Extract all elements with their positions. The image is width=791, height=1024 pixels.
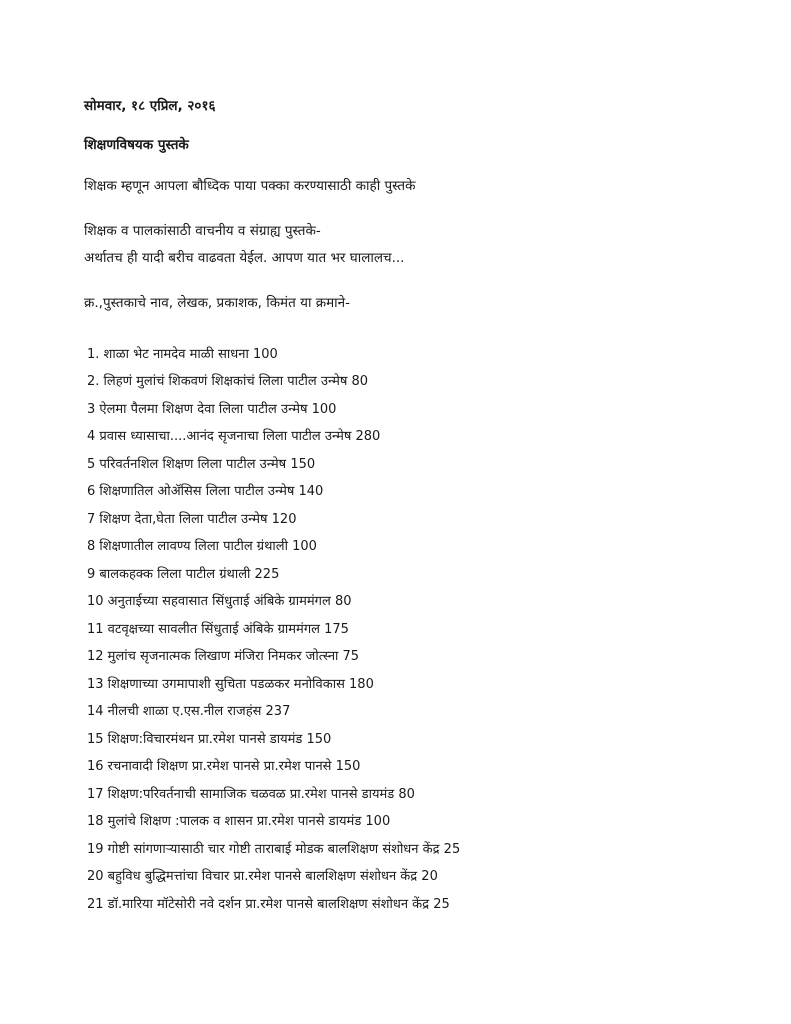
list-item: 2. लिहणं मुलांचं शिकवणं शिक्षकांचं लिला पाटील उन्मेष 80 <box>87 374 369 389</box>
list-item: 18 मुलांचे शिक्षण :पालक व शासन प्रा.रमेश पानसे डायमंड 100 <box>87 814 391 829</box>
list-item: 11 वटवृक्षच्या सावलीत सिंधुताई अंबिके ग्राममंगल 175 <box>87 622 349 637</box>
list-item: 7 शिक्षण देता,घेता लिला पाटील उन्मेष 120 <box>87 512 297 527</box>
list-item: 5 परिवर्तनशिल शिक्षण लिला पाटील उन्मेष 150 <box>87 457 316 472</box>
format-text: क्र.,पुस्तकाचे नाव, लेखक, प्रकाशक, किमंत या क्रमाने- <box>84 295 351 311</box>
list-item: 20 बहुविध बुद्धिमत्तांचा विचार प्रा.रमेश पानसे बालशिक्षण संशोधन केंद्र 20 <box>87 869 438 884</box>
list-item: 3 ऐलमा पैलमा शिक्षण देवा लिला पाटील उन्मेष 100 <box>87 402 337 417</box>
list-item: 15 शिक्षण:विचारमंथन प्रा.रमेश पानसे डायमंड 150 <box>87 732 332 747</box>
list-item: 14 नीलची शाळा ए.एस.नील राजहंस 237 <box>87 704 291 719</box>
list-item: 1. शाळा भेट नामदेव माळी साधना 100 <box>87 347 278 362</box>
list-item: 6 शिक्षणातिल ओॲसिस लिला पाटील उन्मेष 140 <box>87 484 324 499</box>
list-item: 12 मुलांच सृजनात्मक लिखाण मंजिरा निमकर जोत्स्ना 75 <box>87 649 360 664</box>
list-item: 8 शिक्षणातील लावण्य लिला पाटील ग्रंथाली 100 <box>87 539 317 554</box>
list-item: 16 रचनावादी शिक्षण प्रा.रमेश पानसे प्रा.रमेश पानसे 150 <box>87 759 361 774</box>
post-title: शिक्षणविषयक पुस्तके <box>84 137 189 153</box>
list-item: 13 शिक्षणाच्या उगमापाशी सुचिता पडळकर मनोविकास 180 <box>87 677 374 692</box>
list-item: 4 प्रवास ध्यासाचा....आनंद सृजनाचा लिला पाटील उन्मेष 280 <box>87 429 381 444</box>
list-item: 10 अनुताईच्या सहवासात सिंधुताई अंबिके ग्राममंगल 80 <box>87 594 352 609</box>
list-item: 17 शिक्षण:परिवर्तनाची सामाजिक चळवळ प्रा.रमेश पानसे डायमंड 80 <box>87 787 415 802</box>
subtitle-text: शिक्षक व पालकांसाठी वाचनीय व संग्राह्य पुस्तके- <box>84 223 321 239</box>
note-text: अर्थातच ही यादी बरीच वाढवता येईल. आपण यात भर घालालच... <box>84 250 405 266</box>
list-item: 21 डॉ.मारिया मॉटेसोरी नवे दर्शन प्रा.रमेश पानसे बालशिक्षण संशोधन केंद्र 25 <box>87 897 450 912</box>
list-item: 19 गोष्टी सांगणाऱ्यासाठी चार गोष्टी ताराबाई मोडक बालशिक्षण संशोधन केंद्र 25 <box>87 842 461 857</box>
list-item: 9 बालकहक्क लिला पाटील ग्रंथाली 225 <box>87 567 280 582</box>
intro-text: शिक्षक म्हणून आपला बौध्दिक पाया पक्का करण्यासाठी काही पुस्तके <box>84 178 416 194</box>
post-date: सोमवार, १८ एप्रिल, २०१६ <box>84 98 216 114</box>
